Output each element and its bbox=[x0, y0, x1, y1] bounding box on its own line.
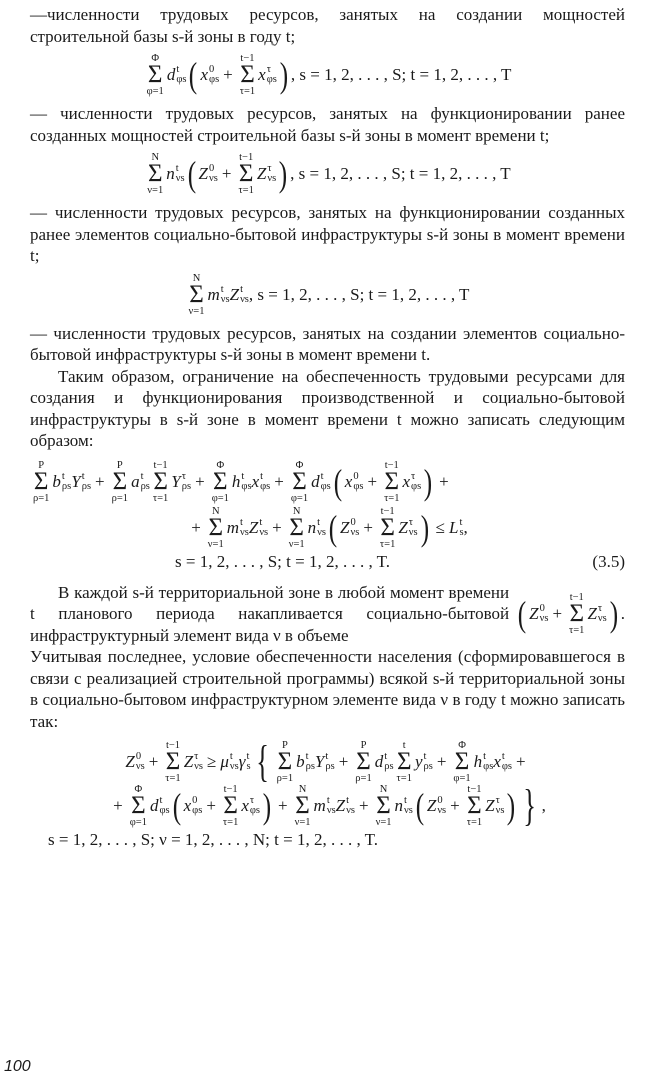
paragraph-4: — численности трудовых ресурсов, занятых на создании элементов социально-бытовой инфраструктуры s-й зоны в момент времени t. bbox=[30, 323, 625, 364]
equation-1-range: , s = 1, 2, . . . , S; t = 1, 2, . . . , T bbox=[290, 65, 512, 84]
paragraph-6 bbox=[30, 582, 625, 647]
paragraph-6-text: В каждой s-й территориальной зоне в любой момент времени t планового периода накапливается социально-бытовой инфраструктурный элемент вида ν в объеме bbox=[30, 582, 510, 645]
paragraph-3: — численности трудовых ресурсов, занятых на функционировании созданных ранее элементов социально-бытовой инфраструктуры s-й зоны в момент времени t; bbox=[30, 203, 625, 265]
equation-3-5-line-2: + N Σ ν=1 m t νs Z t νs + N Σ ν=1 n t νs ( Z 0 νs + t−1 Σ τ=1 Z τ νs ) ≤ L t s , bbox=[191, 505, 468, 550]
equation-3-range: , s = 1, 2, . . . , S; t = 1, 2, . . . , T bbox=[248, 284, 470, 304]
equation-number: (3.5) bbox=[592, 551, 625, 571]
equation-2: N Σ ν=1 n t νs ( Z 0 νs + t−1 Σ τ=1 Z τ νs ) , s = 1, 2, . . . , S; t = 1, 2, . . . , T bbox=[147, 152, 511, 196]
paragraph-2: — численности трудовых ресурсов, занятых на функционировании ранее созданных мощностей строительной базы s-й зоны в момент времени t; bbox=[30, 104, 625, 145]
final-equation-range: s = 1, 2, . . . , S; ν = 1, 2, . . . , N; t = 1, 2, . . . , T. bbox=[48, 830, 379, 849]
paragraph-5: Таким образом, ограничение на обеспеченность трудовыми ресурсами для создания и функционирования производственной и социально-бытовой инфраструктуры в s-й зоне в момент времени t можно записать следующим образом: bbox=[30, 366, 625, 450]
accumulated-volume-formula: ( Z 0 νs + t−1 Σ τ=1 Z τ νs ) . bbox=[517, 591, 625, 636]
final-equation-line-2: + Φ Σ φ=1 d t φs ( x 0 φs + t−1 Σ τ=1 x τ φs ) + N Σ ν=1 m t νs Z t νs + N Σ ν=1 n t νs ( Z 0 νs + t−1 Σ τ=1 Z τ νs ) } , bbox=[113, 781, 546, 830]
page-number: 100 bbox=[4, 1058, 31, 1075]
equation-3-5-range: s = 1, 2, . . . , S; t = 1, 2, . . . , T. bbox=[175, 551, 391, 571]
final-equation-line-1: Z 0 νs + t−1 Σ τ=1 Z τ νs ≥ μ t νs γ t s { P Σ ρ=1 b t ρs Y t ρs + P Σ ρ=1 d t ρs t Σ τ=1 y t ρs + Φ Σ φ=1 h t φs x t φs + bbox=[125, 737, 526, 786]
paragraph-1: —численности трудовых ресурсов, занятых на создании мощностей строительной базы s-й зоны в году t; bbox=[30, 5, 625, 46]
equation-2-range: , s = 1, 2, . . . , S; t = 1, 2, . . . , T bbox=[290, 164, 511, 183]
equation-3: N Σ ν=1 m t νs Z t νs , s = 1, 2, . . . , S; t = 1, 2, . . . , T bbox=[188, 272, 470, 317]
final-equation-line-3 bbox=[30, 830, 625, 850]
equation-3-5-line-1: P Σ ρ=1 b t ρs Y t ρs + P Σ ρ=1 a t ρs t−1 Σ τ=1 Y τ ρs + Φ Σ φ=1 h t φs x t φs + Φ Σ φ=1 d t φs ( x 0 φs + t−1 Σ τ=1 x τ φs ) + bbox=[33, 459, 449, 504]
equation-1: Φ Σ φ=1 d t φs ( x 0 φs + t−1 Σ τ=1 x τ φs ) , s = 1, 2, . . . , S; t = 1, 2, . . . , T bbox=[146, 53, 512, 97]
equation-3-5-line-3 bbox=[30, 552, 625, 572]
paragraph-7: Учитывая последнее, условие обеспеченности населения (сформировавшегося в связи с реализацией строительной программы) всякой s-й территориальной зоны в социально-бытовом инфраструктурном элементе вида ν в году t можно записать так: bbox=[30, 647, 625, 731]
